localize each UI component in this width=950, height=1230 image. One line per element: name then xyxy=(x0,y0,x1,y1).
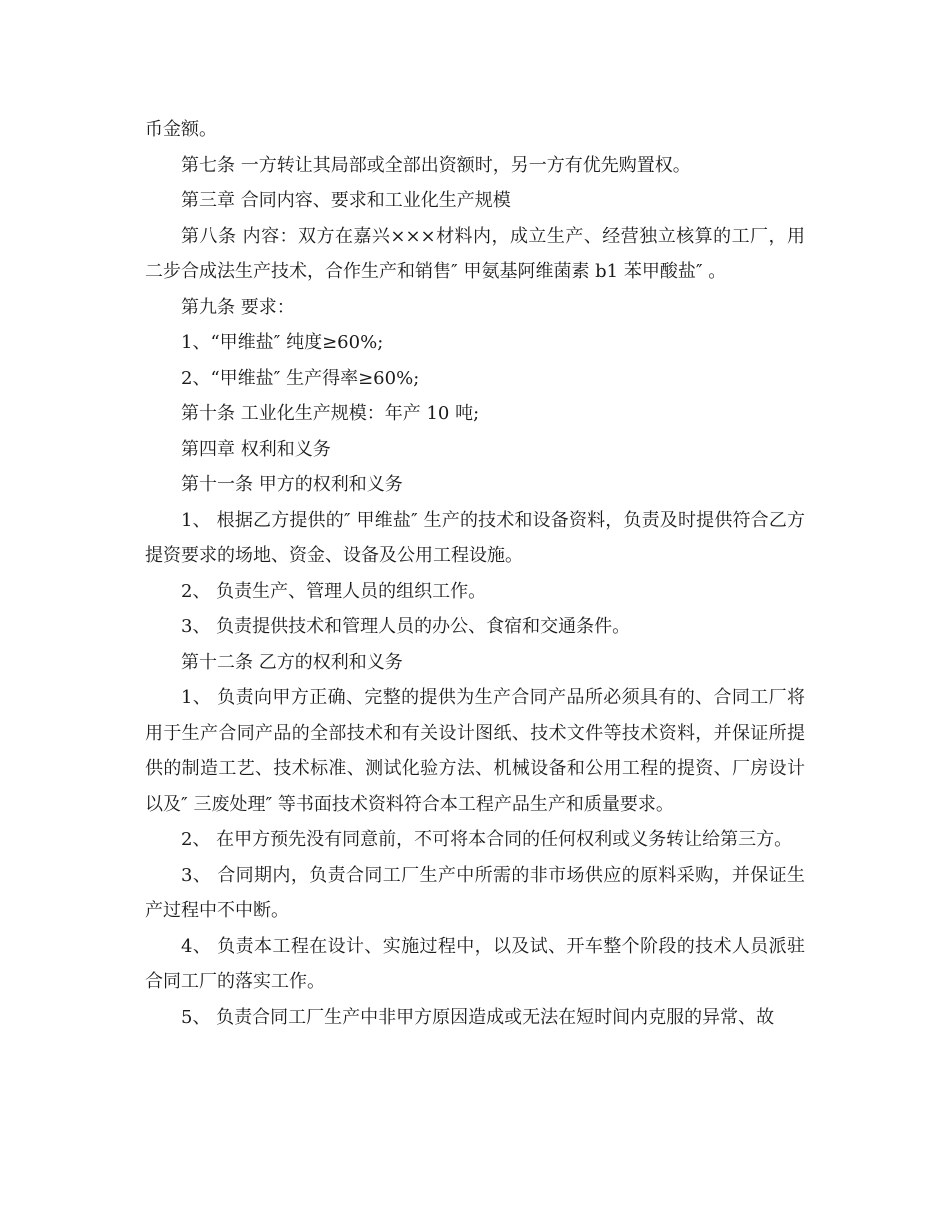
list-item: 1、 负责向甲方正确、完整的提供为生产合同产品所必须具有的、合同工厂将用于生产合同产品的全部技术和有关设计图纸、技术文件等技术资料，并保证所提供的制造工艺、技术标准、测试化验方法、机械设备和公用工程的提资、厂房设计以及″ 三废处理″ 等书面技术资料符合本工程产品生产和质量要求。 xyxy=(145,687,805,815)
list-item: 4、 负责本工程在设计、实施过程中，以及试、开车整个阶段的技术人员派驻合同工厂的落实工作。 xyxy=(145,935,805,992)
list-item: 1、 根据乙方提供的″ 甲维盐″ 生产的技术和设备资料，负责及时提供符合乙方提资要求的场地、资金、设备及公用工程设施。 xyxy=(145,509,805,566)
list-item: 2、“甲维盐″ 生产得率≥60%; xyxy=(181,367,420,389)
list-item: 2、 负责生产、管理人员的组织工作。 xyxy=(181,580,487,602)
chapter-heading: 第四章 权利和义务 xyxy=(181,438,331,460)
paragraph: 币金额。 xyxy=(145,119,217,140)
document-body xyxy=(145,112,805,1035)
list-item: 1、“甲维盐″ 纯度≥60%; xyxy=(181,332,384,353)
list-item: 5、 负责合同工厂生产中非甲方原因造成或无法在短时间内克服的异常、故 xyxy=(181,1006,775,1028)
paragraph: 第十一条 甲方的权利和义务 xyxy=(181,474,403,495)
list-item: 3、 合同期内，负责合同工厂生产中所需的非市场供应的原料采购，并保证生产过程中不中断。 xyxy=(145,864,805,921)
paragraph: 第十条 工业化生产规模：年产 10 吨; xyxy=(181,403,480,424)
list-item: 2、 在甲方预先没有同意前，不可将本合同的任何权利或义务转让给第三方。 xyxy=(181,829,793,850)
list-item: 3、 负责提供技术和管理人员的办公、食宿和交通条件。 xyxy=(181,616,631,637)
paragraph: 第九条 要求： xyxy=(181,296,295,318)
paragraph: 第十二条 乙方的权利和义务 xyxy=(181,651,403,673)
paragraph: 第八条 内容：双方在嘉兴×××材料内，成立生产、经营独立核算的工厂，用二步合成法生产技术，合作生产和销售″ 甲氨基阿维菌素 b1 苯甲酸盐″ 。 xyxy=(145,225,805,282)
chapter-heading: 第三章 合同内容、要求和工业化生产规模 xyxy=(181,190,511,211)
paragraph: 第七条 一方转让其局部或全部出资额时，另一方有优先购置权。 xyxy=(181,154,691,176)
